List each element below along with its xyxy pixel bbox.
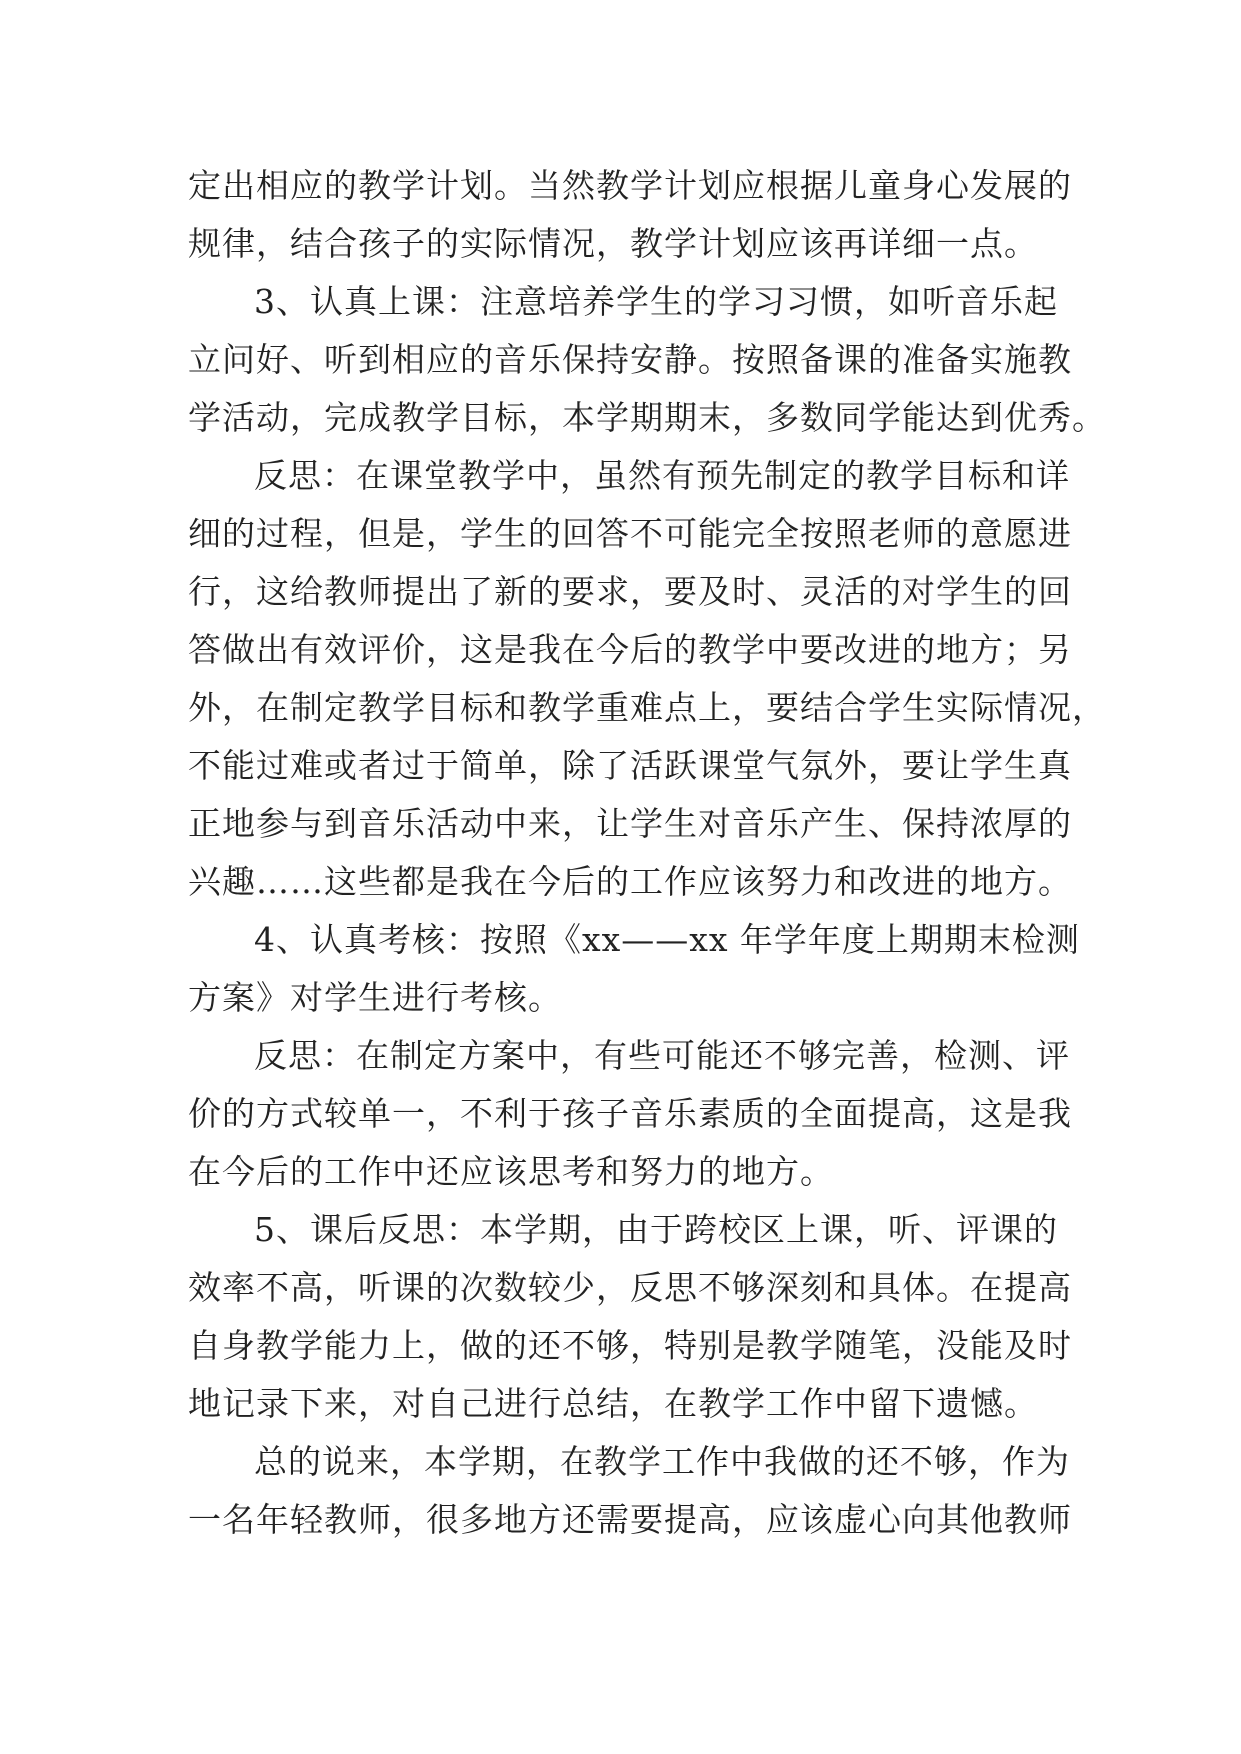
text-line: 效率不高，听课的次数较少，反思不够深刻和具体。在提高	[188, 1268, 1072, 1307]
text-line: 行，这给教师提出了新的要求，要及时、灵活的对学生的回	[188, 572, 1072, 611]
text-line: 自身教学能力上，做的还不够，特别是教学随笔，没能及时	[188, 1326, 1072, 1365]
text-line: 价的方式较单一，不利于孩子音乐素质的全面提高，这是我	[188, 1094, 1072, 1133]
text-line: 反思：在制定方案中，有些可能还不够完善，检测、评	[254, 1036, 1070, 1075]
text-line: 5、课后反思：本学期，由于跨校区上课，听、评课的	[254, 1210, 1058, 1249]
text-line: 细的过程，但是，学生的回答不可能完全按照老师的意愿进	[188, 514, 1072, 553]
text-line: 方案》对学生进行考核。	[188, 978, 562, 1017]
text-line: 定出相应的教学计划。当然教学计划应根据儿童身心发展的	[188, 166, 1072, 205]
text-line: 一名年轻教师，很多地方还需要提高，应该虚心向其他教师	[188, 1500, 1072, 1539]
text-line: 外，在制定教学目标和教学重难点上，要结合学生实际情况，	[188, 688, 1106, 727]
text-line: 答做出有效评价，这是我在今后的教学中要改进的地方；另	[188, 630, 1072, 669]
text-line: 总的说来，本学期，在教学工作中我做的还不够，作为	[254, 1442, 1070, 1481]
text-line: 学活动，完成教学目标，本学期期末，多数同学能达到优秀。	[188, 398, 1106, 437]
text-line: 3、认真上课：注意培养学生的学习习惯，如听音乐起	[254, 282, 1058, 321]
text-line: 立问好、听到相应的音乐保持安静。按照备课的准备实施教	[188, 340, 1072, 379]
text-line: 正地参与到音乐活动中来，让学生对音乐产生、保持浓厚的	[188, 804, 1072, 843]
text-line: 在今后的工作中还应该思考和努力的地方。	[188, 1152, 834, 1191]
text-line: 不能过难或者过于简单，除了活跃课堂气氛外，要让学生真	[188, 746, 1072, 785]
text-line: 兴趣……这些都是我在今后的工作应该努力和改进的地方。	[188, 862, 1072, 901]
text-line: 规律，结合孩子的实际情况，教学计划应该再详细一点。	[188, 224, 1038, 263]
text-line: 反思：在课堂教学中，虽然有预先制定的教学目标和详	[254, 456, 1070, 495]
text-line: 4、认真考核：按照《xx——xx 年学年度上期期末检测	[254, 920, 1080, 959]
text-line: 地记录下来，对自己进行总结，在教学工作中留下遗憾。	[188, 1384, 1038, 1423]
